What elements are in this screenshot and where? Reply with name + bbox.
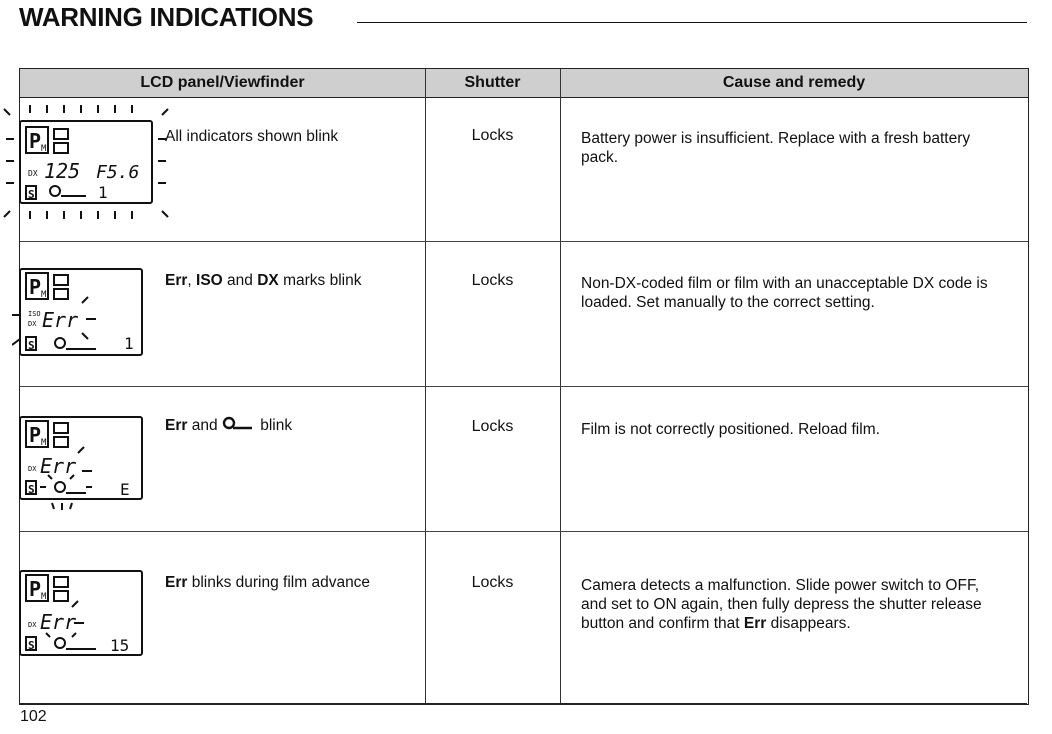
svg-text:1: 1 (124, 334, 134, 353)
row-divider (20, 531, 1028, 532)
svg-text:Err: Err (40, 610, 77, 634)
table-header (20, 69, 1028, 98)
indication-text: Err, ISO and DX marks blink (165, 272, 362, 289)
svg-text:125: 125 (44, 159, 81, 183)
header-cause: Cause and remedy (722, 74, 866, 91)
svg-text:DX: DX (28, 465, 37, 473)
svg-text:S: S (28, 188, 35, 201)
indication-text: Err blinks during film advance (165, 574, 371, 591)
shutter-status: Locks (471, 272, 514, 289)
svg-text:S: S (28, 639, 35, 652)
svg-text:M: M (41, 144, 47, 154)
row-divider (20, 241, 1028, 242)
page-title: WARNING INDICATIONS (19, 2, 314, 32)
header-lcd: LCD panel/Viewfinder (140, 74, 305, 91)
svg-text:S: S (28, 339, 35, 352)
svg-text:M: M (41, 290, 47, 300)
svg-text:1: 1 (98, 183, 108, 202)
indication-text: All indicators shown blink (165, 128, 339, 145)
svg-text:DX: DX (28, 320, 37, 328)
footer-rule (19, 703, 1027, 704)
svg-text:F5.6: F5.6 (96, 162, 140, 183)
svg-text:M: M (41, 592, 47, 602)
svg-text:S: S (28, 483, 35, 496)
title-rule (357, 22, 1027, 23)
lcd-panel-err-malfunction-icon (16, 567, 152, 663)
cause-remedy: Camera detects a malfunction. Slide power switch to OFF, and set to ON again, then fully depress the shutter release button and confirm that Err disappears. (581, 577, 982, 632)
film-leader-icon (222, 416, 256, 432)
cause-remedy: Film is not correctly positioned. Reload film. (581, 421, 880, 438)
svg-text:Err: Err (40, 454, 77, 478)
svg-text:P: P (29, 129, 42, 153)
svg-text:Err: Err (42, 308, 79, 332)
svg-text:15: 15 (110, 636, 130, 655)
cause-remedy: Non-DX-coded film or film with an unacceptable DX code is loaded. Set manually to the correct setting. (581, 275, 988, 311)
svg-text:ISO: ISO (28, 310, 41, 318)
svg-text:M: M (41, 438, 47, 448)
row-divider (20, 386, 1028, 387)
svg-text:P: P (29, 275, 42, 299)
svg-text:P: P (29, 577, 42, 601)
lcd-panel-err-film-icon (16, 413, 152, 513)
svg-text:DX: DX (28, 621, 37, 629)
shutter-status: Locks (471, 418, 514, 435)
indication-text: Err and blink (165, 417, 293, 434)
lcd-panel-icon (2, 99, 172, 229)
svg-text:DX: DX (28, 169, 38, 178)
lcd-panel-err-iso-icon (12, 265, 152, 361)
svg-text:E: E (120, 480, 130, 499)
warning-table (19, 68, 1029, 705)
shutter-status: Locks (471, 574, 514, 591)
shutter-status: Locks (471, 127, 514, 144)
svg-text:P: P (29, 423, 42, 447)
page-number: 102 (20, 708, 47, 725)
header-shutter: Shutter (464, 74, 521, 91)
cause-remedy: Battery power is insufficient. Replace with a fresh battery pack. (581, 130, 971, 166)
